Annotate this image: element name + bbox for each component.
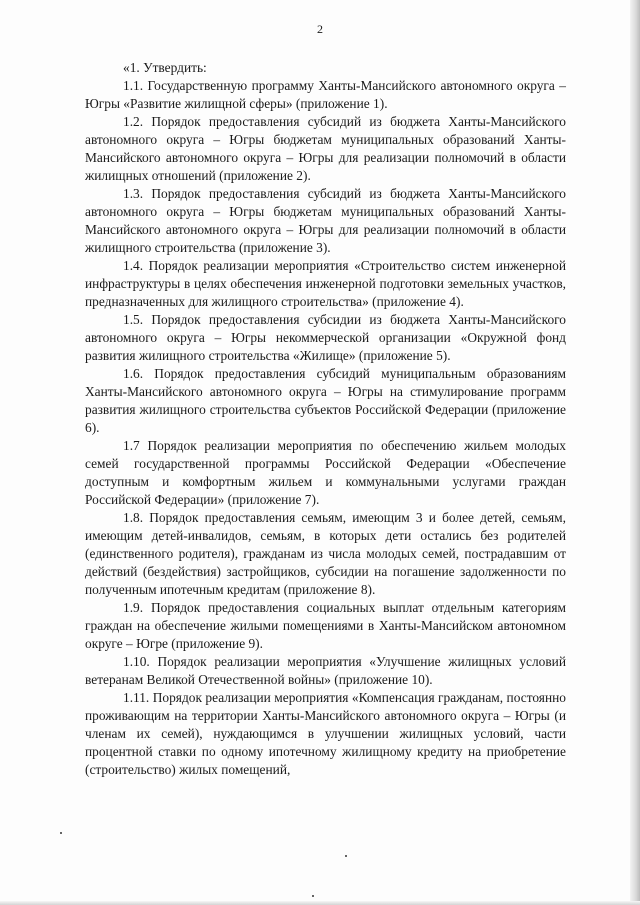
scan-speck [60,832,62,834]
page-edge-shadow [630,0,640,905]
paragraph-1-9: 1.9. Порядок предоставления социальных выплат отдельным категориям граждан на обеспечение жилыми помещениями в Ханты-Мансийском автономном округе – Югре (приложение 9). [85,600,566,651]
document-body [85,59,566,779]
page-bottom-edge [0,901,640,905]
scan-speck [312,895,314,897]
paragraph-1-3: 1.3. Порядок предоставления субсидий из бюджета Ханты-Мансийского автономного округа – Югры бюджетам муниципальных образований Ханты-Мансийского автономного округа – Югры для реализации полномочий в области жилищного строительства (приложение 3). [85,186,566,255]
paragraph-1-11: 1.11. Порядок реализации мероприятия «Компенсация гражданам, постоянно проживающим на территории Ханты-Мансийского автономного округа – Югры (и членам их семей), нуждающимся в улучшении жилищных условий, части процентной ставки по одному ипотечному жилищному кредиту на приобретение (строительство) жилых помещений, [85,690,566,777]
paragraph-1-2: 1.2. Порядок предоставления субсидий из бюджета Ханты-Мансийского автономного округа – Югры бюджетам муниципальных образований Ханты-Мансийского автономного округа – Югры для реализации полномочий в области жилищных отношений (приложение 2). [85,114,566,183]
paragraph-1-10: 1.10. Порядок реализации мероприятия «Улучшение жилищных условий ветеранам Великой Отечественной войны» (приложение 10). [85,654,566,687]
scan-speck [345,855,347,857]
paragraph-1-6: 1.6. Порядок предоставления субсидий муниципальным образованиям Ханты-Мансийского автономного округа – Югры на стимулирование программ развития жилищного строительства субъектов Российской Федерации (приложение 6). [85,366,566,435]
paragraph-intro: «1. Утвердить: [123,60,207,75]
paragraph-1-1: 1.1. Государственную программу Ханты-Мансийского автономного округа – Югры «Развитие жилищной сферы» (приложение 1). [85,78,566,111]
page-number: 2 [317,22,323,36]
paragraph-1-7: 1.7 Порядок реализации мероприятия по обеспечению жильем молодых семей государственной программы Российской Федерации «Обеспечение доступным и комфортным жильем и коммунальными услугами граждан Российской Федерации» (приложение 7). [85,438,566,507]
paragraph-1-8: 1.8. Порядок предоставления семьям, имеющим 3 и более детей, семьям, имеющим детей-инвалидов, семьям, в которых дети остались без родителей (единственного родителя), гражданам из числа молодых семей, пострадавшим от действий (бездействия) застройщиков, субсидии на погашение задолженности по полученным ипотечным кредитам (приложение 8). [85,510,566,597]
paragraph-1-5: 1.5. Порядок предоставления субсидии из бюджета Ханты-Мансийского автономного округа – Югры некоммерческой организации «Окружной фонд развития жилищного строительства «Жилище» (приложение 5). [85,312,566,363]
paragraph-1-4: 1.4. Порядок реализации мероприятия «Строительство систем инженерной инфраструктуры в целях обеспечения инженерной подготовки земельных участков, предназначенных для жилищного строительства» (приложение 4). [85,258,566,309]
